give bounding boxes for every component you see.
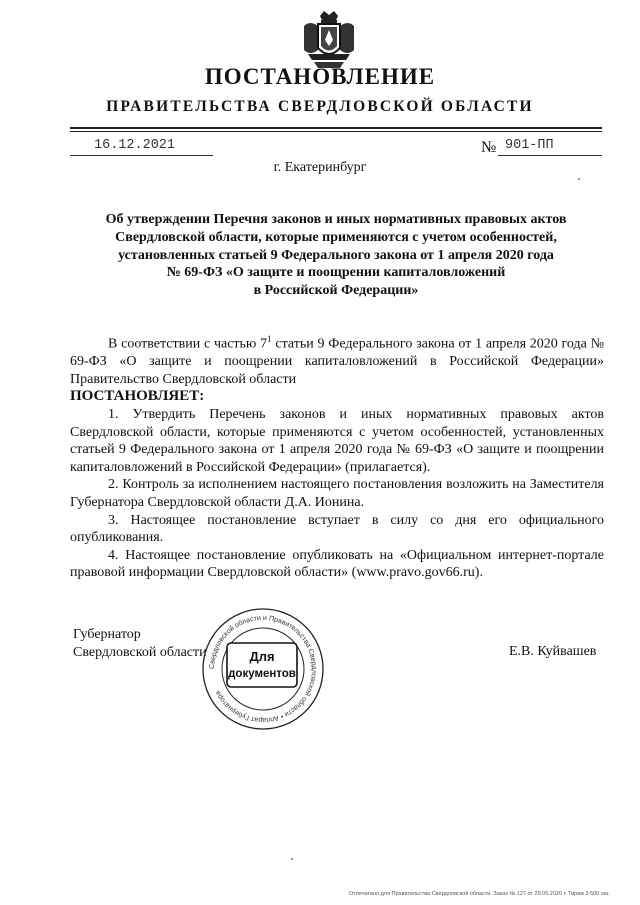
decree-item-3: 3. Настоящее постановление вступает в силу со дня его официального опубликования. bbox=[70, 512, 604, 546]
scan-speck bbox=[578, 178, 580, 180]
number-sign: № bbox=[481, 139, 497, 156]
position-line: Свердловской области bbox=[73, 645, 207, 660]
stamp-center-line-2: документов bbox=[228, 668, 296, 680]
position-line: Губернатор bbox=[73, 627, 141, 642]
decree-item-2: 2. Контроль за исполнением настоящего постановления возложить на Заместителя Губернатора Свердловской области Д.А. Ионина. bbox=[70, 477, 604, 510]
decree-item-1: 1. Утвердить Перечень законов и иных нормативных правовых актов Свердловской области, которые применяются с учетом особенностей, установленных статьей 9 Федерального закона от 1 апреля 2020 года № 69-ФЗ «О защите и поощрении капиталовложений в Российской Федерации» (прилагается). bbox=[70, 407, 604, 475]
subject-line: в Российской Федерации» bbox=[253, 283, 419, 299]
document-number: 901-ПП bbox=[505, 138, 554, 153]
subject-line: № 69-ФЗ «О защите и поощрении капиталовложений bbox=[166, 265, 506, 281]
issuer-subtitle: ПРАВИТЕЛЬСТВА СВЕРДЛОВСКОЙ ОБЛАСТИ bbox=[106, 98, 534, 115]
subject-line: установленных статьей 9 Федерального закона от 1 апреля 2020 года bbox=[118, 247, 554, 263]
signatory-position bbox=[73, 626, 207, 662]
city: г. Екатеринбург bbox=[273, 160, 367, 175]
number-underline bbox=[498, 155, 602, 156]
document-date: 16.12.2021 bbox=[94, 138, 176, 153]
header-rule-thin bbox=[70, 131, 602, 132]
decree-item-4: 4. Настоящее постановление опубликовать на «Официальном интернет-портале правовой информации Свердловской области» (www.pravo.gov66.ru). bbox=[70, 547, 604, 581]
decree-word: ПОСТАНОВЛЯЕТ: bbox=[70, 388, 205, 405]
print-note: Отпечатано для Правительства Свердловской области. Заказ № 127 от 29.05.2020 г. Тираж 3 500 экз. bbox=[349, 891, 611, 897]
scan-speck bbox=[291, 858, 293, 860]
header-rule-thick bbox=[70, 127, 602, 129]
preamble-text-start: В соответствии с частью 7 bbox=[108, 336, 268, 352]
subject-line: Об утверждении Перечня законов и иных нормативных правовых актов bbox=[105, 212, 567, 227]
subject-line: Свердловской области, которые применяются с учетом особенностей, bbox=[115, 229, 557, 245]
coat-of-arms-emblem bbox=[300, 10, 358, 72]
date-underline bbox=[70, 155, 213, 156]
signatory-name: Е.В. Куйвашев bbox=[509, 644, 597, 659]
document-body bbox=[70, 331, 604, 582]
preamble-paragraph bbox=[70, 331, 604, 388]
official-stamp bbox=[199, 605, 327, 733]
document-type-title: ПОСТАНОВЛЕНИЕ bbox=[204, 64, 436, 89]
stamp-center-line-1: Для bbox=[249, 649, 275, 664]
document-subject-title bbox=[70, 211, 602, 300]
stamp-ring-text: Свердловской области и Правительства Свердловской области • Аппарат Губернатора bbox=[208, 614, 318, 724]
preamble-superscript: 1 bbox=[267, 334, 272, 344]
preamble-text-end: статьи 9 Федерального закона от 1 апреля 2020 года № 69-ФЗ «О защите и поощрении капиталовложений в Российской Федерации» Правительство Свердловской области bbox=[70, 336, 604, 387]
